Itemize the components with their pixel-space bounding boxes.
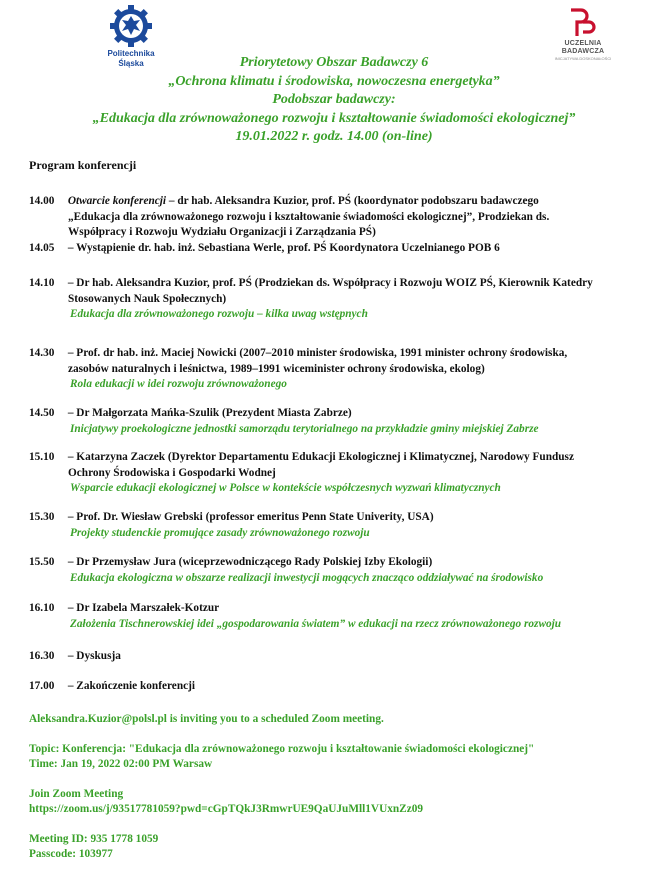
schedule-item [29,555,649,586]
header-line-2: „Ochrona klimatu i środowiska, nowoczesna energetyka” [168,73,500,89]
header-line-3: Podobszar badawczy: [272,92,396,108]
schedule-item [29,679,649,695]
item-time: 14.30 [29,347,55,359]
item-time: 16.10 [29,602,55,614]
logo-title-line2: BADAWCZA [561,48,605,55]
item-line: – Dyskusja [67,650,121,662]
zoom-invite: Aleksandra.Kuzior@polsl.pl is inviting you to a scheduled Zoom meeting. [29,713,384,725]
zoom-time: Time: Jan 19, 2022 02:00 PM Warsaw [29,758,213,770]
schedule-item [29,276,649,323]
talk-title: Inicjatywy proekologiczne jednostki samorządu terytorialnego na przykładzie gminy miejskiej Zabrze [70,422,539,435]
header-line-5: 19.01.2022 r. godz. 14.00 (on-line) [235,129,433,145]
zoom-topic: Topic: Konferencja: "Edukacja dla zrównoważonego rozwoju i kształtowanie świadomości ekologicznej" [29,743,535,755]
item-line: Współpracy i Rozwoju Wydziału Organizacji i Zarządzania PŚ) [68,226,376,239]
schedule-item [29,510,649,541]
item-line: Ochrony Środowiska i Gospodarki Wodnej [68,466,276,479]
item-time: 14.05 [29,242,55,254]
schedule-item [29,346,649,393]
program-title: Program konferencji [29,158,137,172]
item-line: – Dr Przemysław Jura (wiceprzewodniczącego Rady Polskiej Izby Ekologii) [67,556,433,568]
item-line: „Edukacja dla zrównoważonego rozwoju i kształtowanie świadomości ekologicznej”, Prodziekan ds. [68,210,550,223]
item-line: Stosowanych Nauk Społecznych) [68,292,227,305]
logo-name-line2: Śląska [118,59,144,68]
item-intro: Otwarcie konferencji [67,195,167,207]
item-time: 15.30 [29,511,55,523]
item-time: 14.00 [29,195,55,207]
schedule-item [29,406,649,437]
talk-title: Wsparcie edukacji ekologicznej w Polsce w kontekście współczesnych wyzwań klimatycznych [70,482,501,495]
header-line-4: „Edukacja dla zrównoważonego rozwoju i kształtowanie świadomości ekologicznej” [92,110,576,126]
item-line: – Prof. dr hab. inż. Maciej Nowicki (2007–2010 minister środowiska, 1991 minister ochrony środowiska, [67,347,568,359]
item-line: – Wystąpienie dr. hab. inż. Sebastiana Werle, prof. PŚ Koordynatora Uczelnianego POB 6 [67,242,500,254]
logo-title-line1: UCZELNIA [564,40,602,47]
item-time: 15.10 [29,451,55,463]
item-line: – Katarzyna Zaczek (Dyrektor Departamentu Edukacji Ekologicznej i Klimatycznej, Narodowy Fundusz [67,451,574,463]
item-line: zasobów naturalnych i leśnictwa, 1989–1991 wiceminister ochrony środowiska, ekolog) [68,362,485,375]
schedule-item [29,450,649,497]
item-line: – Dr hab. Aleksandra Kuzior, prof. PŚ (Prodziekan ds. Współpracy i Rozwoju WOIZ PŚ, Kierownik Katedry [67,277,593,289]
talk-title: Założenia Tischnerowskiej idei „gospodarowania światem” w edukacji na rzecz zrównoważonego rozwoju [70,617,562,630]
schedule-item [29,194,649,241]
header-line-1: Priorytetowy Obszar Badawczy 6 [239,55,429,70]
zoom-meeting-id: Meeting ID: 935 1778 1059 [29,833,159,845]
item-line: – Dr Izabela Marszałek-Kotzur [67,602,220,614]
item-line: – Dr Małgorzata Mańka-Szulik (Prezydent Miasta Zabrze) [67,407,352,419]
item-line: – Zakończenie konferencji [67,680,196,692]
talk-title: Edukacja dla zrównoważonego rozwoju – kilka uwag wstępnych [70,308,368,321]
zoom-passcode: Passcode: 103977 [29,848,113,860]
item-time: 14.50 [29,407,55,419]
schedule-item [29,601,649,632]
schedule-item [29,649,649,665]
document-header [0,54,668,147]
item-line: – dr hab. Aleksandra Kuzior, prof. PŚ (koordynator podobszaru badawczego [168,195,539,207]
logo-name-line1: Politechnika [107,49,155,58]
zoom-join-label: Join Zoom Meeting [29,788,124,800]
item-time: 15.50 [29,556,55,568]
talk-title: Rola edukacji w idei rozwoju zrównoważonego [70,378,287,391]
logo-subtitle: INICJATYWA DOSKONAŁOŚCI [554,56,612,61]
schedule-item [29,241,649,257]
item-time: 14.10 [29,277,55,289]
item-time: 16.30 [29,650,55,662]
talk-title: Edukacja ekologiczna w obszarze realizacji inwestycji mogących znacząco oddziaływać na środowisko [70,571,544,584]
gear-emblem-icon [109,4,153,48]
ub-mark-icon [565,6,601,40]
item-line: – Prof. Dr. Wiesław Grebski (professor emeritus Penn State Univerity, USA) [67,511,434,523]
zoom-join-link[interactable]: https://zoom.us/j/93517781059?pwd=cGpTQkJ3RmwrUE9QaUJuMll1VUxnZz09 [29,803,424,815]
item-time: 17.00 [29,680,55,692]
talk-title: Projekty studenckie promujące zasady zrównoważonego rozwoju [70,526,370,539]
